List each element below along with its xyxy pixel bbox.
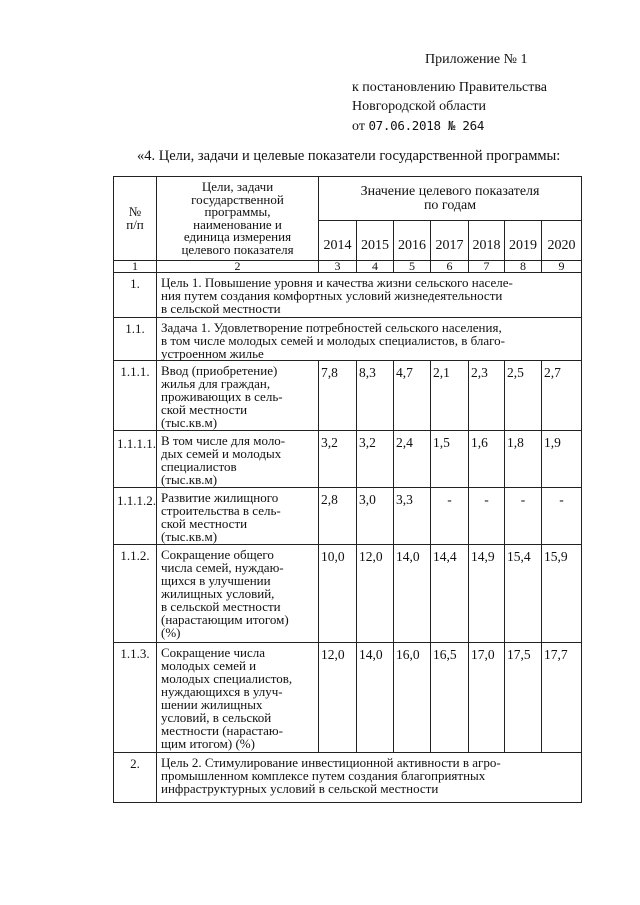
column-number: 7 (469, 261, 505, 273)
indicator-value: 14,4 (431, 545, 469, 643)
indicator-value: 2,3 (469, 361, 505, 431)
indicator-value: 2,5 (505, 361, 542, 431)
date-prefix: от (352, 119, 365, 134)
appendix-number: Приложение № 1 (425, 52, 528, 67)
indicator-value: 1,5 (431, 431, 469, 488)
indicator-value: 4,7 (394, 361, 431, 431)
row-number: 2. (114, 753, 157, 803)
indicator-value: - (505, 488, 542, 545)
row-number: 1.1.2. (114, 545, 157, 643)
indicator-value: 14,0 (357, 643, 394, 753)
indicator-value: 14,0 (394, 545, 431, 643)
indicator-name: Ввод (приобретение) жилья для граждан, проживающих в сель- ской местности (тыс.кв.м) (157, 361, 319, 431)
decree-date (352, 116, 484, 137)
year-header: 2016 (394, 221, 431, 261)
indicator-value: 12,0 (319, 643, 357, 753)
row-number: 1.1.1.1. (114, 431, 157, 488)
indicator-value: - (431, 488, 469, 545)
indicator-value: - (469, 488, 505, 545)
row-goal-text: Задача 1. Удовлетворение потребностей сельского населения, в том числе молодых семей и молодых специалистов, в благо- устроенном жилье (157, 318, 582, 361)
indicator-value: 8,3 (357, 361, 394, 431)
indicator-value: 3,2 (319, 431, 357, 488)
table-row (114, 273, 582, 318)
column-header-number: № п/п (114, 177, 157, 261)
indicator-value: 2,4 (394, 431, 431, 488)
row-goal-text: Цель 2. Стимулирование инвестиционной активности в агро- промышленном комплексе путем создания благоприятных инфраструктурных условий в сельской местности (157, 753, 582, 803)
row-number: 1.1. (114, 318, 157, 361)
year-header: 2014 (319, 221, 357, 261)
year-header: 2015 (357, 221, 394, 261)
indicator-name: Развитие жилищного строительства в сель- ской местности (тыс.кв.м) (157, 488, 319, 545)
indicator-value: 7,8 (319, 361, 357, 431)
column-number: 4 (357, 261, 394, 273)
indicator-value: - (542, 488, 582, 545)
indicator-value: 12,0 (357, 545, 394, 643)
indicator-name: Сокращение общего числа семей, нуждаю- щихся в улучшении жилищных условий, в сельской местности (нарастающим итогом) (%) (157, 545, 319, 643)
column-number: 2 (157, 261, 319, 273)
targets-table (113, 176, 582, 803)
table-row (114, 643, 582, 753)
year-header: 2017 (431, 221, 469, 261)
indicator-value: 15,4 (505, 545, 542, 643)
row-number: 1.1.1.2. (114, 488, 157, 545)
indicator-value: 17,7 (542, 643, 582, 753)
indicator-value: 3,2 (357, 431, 394, 488)
indicator-name: Сокращение числа молодых семей и молодых специалистов, нуждающихся в улуч- шении жилищных условий, в сельской местности (нарастаю- щим итогом) (%) (157, 643, 319, 753)
table-row (114, 361, 582, 431)
table-head (114, 177, 582, 273)
column-number: 6 (431, 261, 469, 273)
row-number: 1.1.3. (114, 643, 157, 753)
indicator-value: 10,0 (319, 545, 357, 643)
column-number: 3 (319, 261, 357, 273)
indicator-value: 1,8 (505, 431, 542, 488)
year-header: 2018 (469, 221, 505, 261)
table-row (114, 545, 582, 643)
column-number: 1 (114, 261, 157, 273)
table-row (114, 318, 582, 361)
row-number: 1. (114, 273, 157, 318)
table-body (114, 273, 582, 803)
decree-line-1: к постановлению Правительства (352, 80, 548, 95)
indicator-value: 3,3 (394, 488, 431, 545)
indicator-value: 16,5 (431, 643, 469, 753)
row-number: 1.1.1. (114, 361, 157, 431)
row-goal-text: Цель 1. Повышение уровня и качества жизни сельского населе- ния путем создания комфортных условий жизнедеятельности в сельской местности (157, 273, 582, 318)
indicator-value: 17,0 (469, 643, 505, 753)
indicator-value: 15,9 (542, 545, 582, 643)
indicator-value: 1,9 (542, 431, 582, 488)
table-row (114, 488, 582, 545)
indicator-value: 2,8 (319, 488, 357, 545)
section-heading: «4. Цели, задачи и целевые показатели государственной программы: (137, 148, 561, 164)
year-header: 2020 (542, 221, 582, 261)
indicator-value: 1,6 (469, 431, 505, 488)
indicator-value: 16,0 (394, 643, 431, 753)
decree-line-2: Новгородской области (352, 99, 486, 114)
table-row (114, 753, 582, 803)
table-row (114, 431, 582, 488)
indicator-name: В том числе для моло- дых семей и молодых специалистов (тыс.кв.м) (157, 431, 319, 488)
column-number: 5 (394, 261, 431, 273)
column-header-values: Значение целевого показателя по годам (319, 177, 582, 221)
column-number: 8 (505, 261, 542, 273)
column-header-name: Цели, задачи государственной программы, наименование и единица измерения целевого показателя (157, 177, 319, 261)
indicator-value: 14,9 (469, 545, 505, 643)
indicator-value: 2,7 (542, 361, 582, 431)
date-handwritten: 07.06.2018 № 264 (368, 118, 485, 133)
year-header: 2019 (505, 221, 542, 261)
indicator-value: 2,1 (431, 361, 469, 431)
column-number: 9 (542, 261, 582, 273)
indicator-value: 17,5 (505, 643, 542, 753)
indicator-value: 3,0 (357, 488, 394, 545)
column-numbers-row (114, 261, 582, 273)
